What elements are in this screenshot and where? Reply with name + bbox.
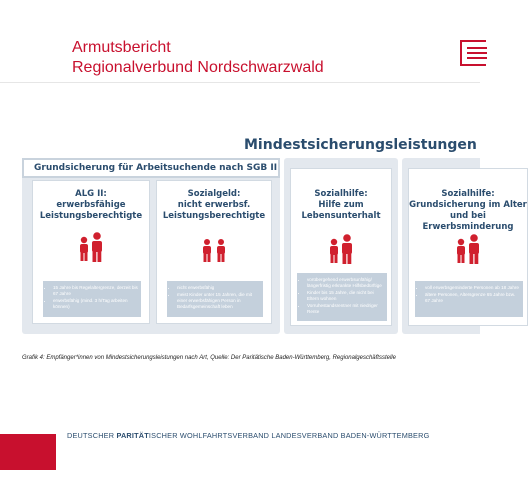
logo-bar [467, 57, 487, 59]
note-item: • ältere Personen, Altersgrenze 65 Jahre bzw. 67 Jahre [425, 292, 520, 304]
card-sozialgeld [156, 180, 272, 324]
card-hlu [290, 168, 392, 326]
card-notes [297, 273, 387, 321]
footer-red-block [0, 434, 56, 470]
infographic-title: Mindestsicherungsleistungen [244, 137, 477, 153]
report-title [72, 38, 324, 78]
people-icon [448, 233, 488, 265]
card-title: ALG II: erwerbsfähige Leistungsberechtigte [39, 189, 143, 221]
infographic [22, 130, 527, 345]
hlu-panel [284, 158, 398, 334]
footer-text-part: DEUTSCHER [67, 431, 117, 440]
note-item: • vorübergehend erwerbsunfähig/ längerfristig erkrankte Hilfsbedürftige [307, 277, 384, 289]
note-item: • voll erwerbsgeminderte Personen ab 18 Jahre [425, 285, 520, 291]
card-title: Sozialhilfe: Hilfe zum Lebensunterhalt [301, 189, 381, 221]
card-title: Sozialgeld: nicht erwerbsf. Leistungsberechtigte [162, 189, 266, 221]
report-title-line1: Armutsbericht [72, 39, 171, 56]
sgb2-panel [22, 158, 280, 334]
footer-text-bold: PARITÄT [116, 431, 149, 440]
note-item: • nicht erwerbsfähig [177, 285, 260, 291]
footer-text-part: ISCHER WOHLFAHRTSVERBAND LANDESVERBAND BADEN-WÜRTTEMBERG [148, 431, 430, 440]
header-divider [0, 82, 480, 83]
paritaet-logo [460, 40, 486, 66]
note-item: • erwerbsfähig (mind. 3 h/Tag arbeiten können) [53, 298, 138, 310]
figure-caption: Grafik 4: Empfänger*innen von Mindestsicherungsleistungen nach Art, Quelle: Der Paritätische Baden-Württemberg, Regionalgeschäftsstelle [22, 355, 396, 361]
note-item: • Vorruhestandsrentner mit niedriger Rente [307, 303, 384, 315]
note-item: • meist Kinder unter 15 Jahren, die mit einer erwerbsfähigen Person in Bedarfsgemeinschaft leben [177, 292, 260, 310]
report-title-line2: Regionalverbund Nordschwarzwald [72, 59, 324, 76]
people-icon [71, 231, 111, 263]
footer-organization [67, 431, 429, 440]
card-notes [415, 281, 523, 317]
logo-bar [467, 52, 487, 54]
people-icon [321, 233, 361, 265]
card-grundsicherung [408, 168, 528, 326]
card-notes [167, 281, 263, 317]
card-alg2 [32, 180, 150, 324]
sgb2-panel-title: Grundsicherung für Arbeitsuchende nach SGB II [22, 158, 280, 178]
card-notes [43, 281, 141, 317]
note-item: • 15 Jahre bis Regelaltergrenze, derzeit bis 67 Jahre [53, 285, 138, 297]
note-item: • Kinder bis 15 Jahre, die nicht bei Eltern wohnen [307, 290, 384, 302]
grundsicherung-panel [402, 158, 527, 334]
logo-bar [467, 47, 487, 49]
card-title: Sozialhilfe: Grundsicherung im Alter und bei Erwerbsminderung [409, 189, 527, 232]
children-icon [198, 237, 230, 263]
